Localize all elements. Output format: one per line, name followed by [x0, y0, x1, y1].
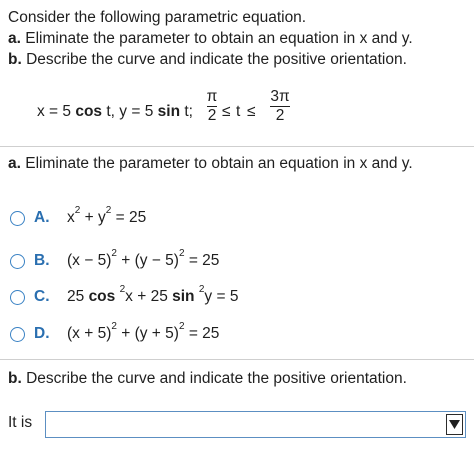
part-a-label: a.	[8, 30, 21, 47]
curve-description-dropdown[interactable]	[45, 411, 466, 438]
answer-prefix: It is	[8, 414, 33, 431]
question-a-text: Eliminate the parameter to obtain an equation in x and y.	[25, 155, 413, 172]
equation-main	[37, 103, 193, 121]
option-label: A.	[34, 209, 50, 226]
intro-part-b	[8, 49, 413, 70]
section-divider	[0, 146, 474, 147]
frac1-numerator: π	[206, 88, 218, 105]
t-variable: t	[236, 103, 241, 120]
option-label: B.	[34, 252, 50, 269]
radio-button[interactable]	[10, 327, 25, 342]
part-a-text: Eliminate the parameter to obtain an equation in x and y.	[25, 30, 413, 47]
intro-line: Consider the following parametric equation.	[8, 9, 307, 26]
leq-symbol-2: ≤	[247, 103, 256, 120]
frac2-numerator: 3π	[270, 88, 290, 105]
option-text: $x^2 + y^2 = 25$	[67, 205, 147, 226]
part-b-text: Describe the curve and indicate the positive orientation.	[26, 51, 407, 68]
option-label: C.	[34, 288, 50, 305]
frac2-denominator: 2	[275, 107, 285, 124]
frac1-denominator: 2	[207, 107, 217, 124]
intro-part-a	[8, 28, 413, 49]
question-a-label: a.	[8, 155, 21, 172]
question-b-text: Describe the curve and indicate the positive orientation.	[26, 370, 407, 387]
parametric-equation	[0, 84, 474, 142]
question-b	[8, 370, 407, 388]
dropdown-arrow-button[interactable]	[446, 414, 463, 435]
option-text: 25 cos $^2$x + 25 sin $^2$y = 5	[67, 284, 239, 305]
equation-text: x = 5 cos t, y = 5 sin t;	[37, 103, 193, 120]
option-text: $(x + 5)^2 + (y + 5)^2 = 25$	[67, 321, 220, 342]
fraction-upper-bound	[269, 88, 291, 125]
part-b-label: b.	[8, 51, 22, 68]
problem-intro	[8, 7, 413, 70]
radio-button[interactable]	[10, 211, 25, 226]
question-a	[8, 155, 413, 173]
option-label: D.	[34, 325, 50, 342]
leq-symbol-1: ≤	[222, 103, 231, 120]
question-b-label: b.	[8, 370, 22, 387]
radio-button[interactable]	[10, 290, 25, 305]
radio-button[interactable]	[10, 254, 25, 269]
option-text: $(x - 5)^2 + (y - 5)^2 = 25$	[67, 248, 220, 269]
fraction-lower-bound	[206, 88, 218, 125]
triangle-down-icon	[449, 420, 460, 429]
section-divider	[0, 359, 474, 360]
